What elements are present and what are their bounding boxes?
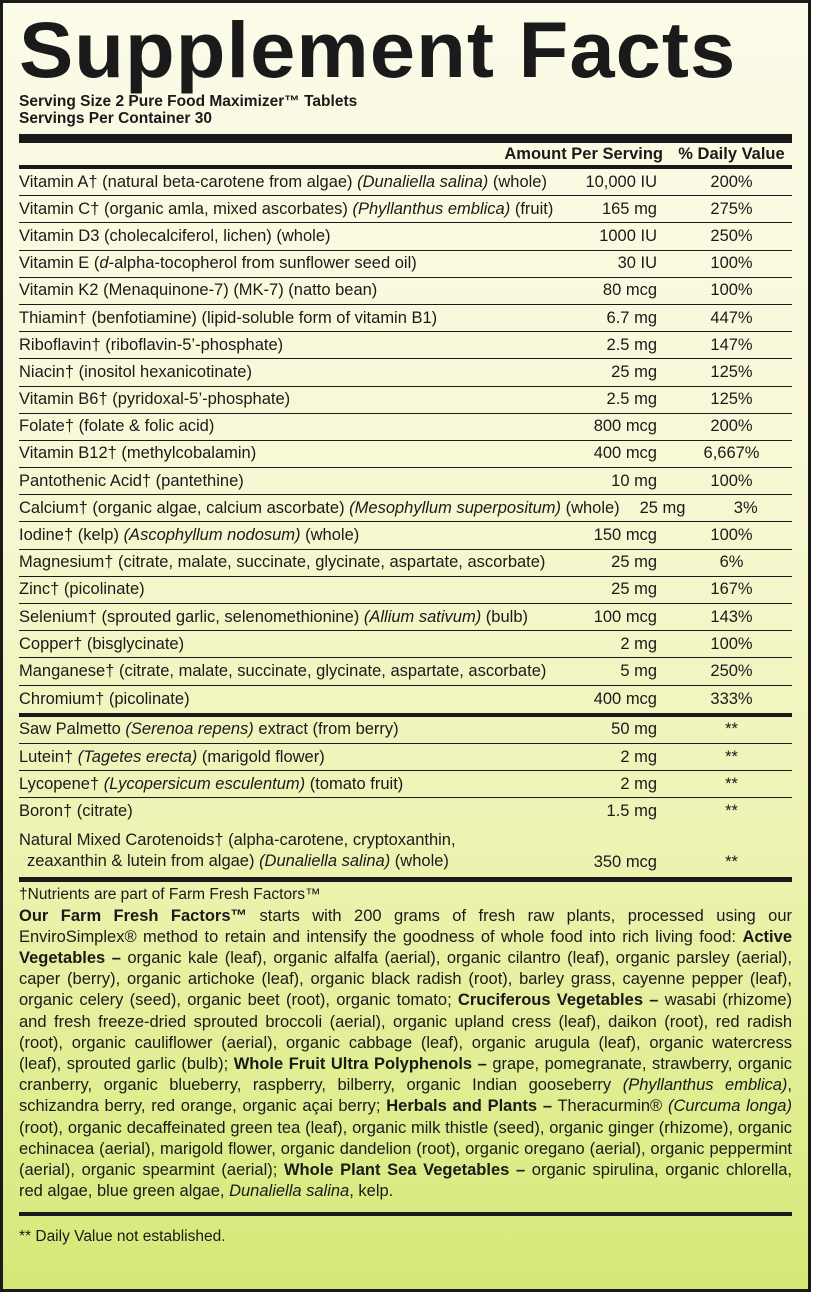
- nutrient-name: Magnesium† (citrate, malate, succinate, glycinate, aspartate, ascorbate): [19, 553, 546, 572]
- nutrient-daily-value: **: [725, 852, 738, 871]
- nutrient-row: [19, 332, 792, 359]
- nutrient-amount: 150 mcg: [593, 526, 657, 545]
- nutrient-daily-value: 167%: [710, 580, 753, 599]
- nutrient-amount: 100 mcg: [593, 607, 657, 626]
- nutrient-daily-value: 250%: [710, 661, 753, 680]
- nutrient-daily-value: 143%: [710, 607, 753, 626]
- carotenoids-row: [19, 826, 792, 878]
- nutrient-name: Vitamin D3 (cholecalciferol, lichen) (whole): [19, 226, 331, 245]
- nutrient-name: Vitamin C† (organic amla, mixed ascorbates) (Phyllanthus emblica) (fruit): [19, 199, 554, 218]
- nutrient-row: [19, 305, 792, 332]
- nutrient-row: [19, 468, 792, 495]
- nutrient-amount: 2.5 mg: [606, 390, 657, 409]
- nutrient-name: Zinc† (picolinate): [19, 580, 145, 599]
- nutrient-name: Vitamin B12† (methylcobalamin): [19, 444, 257, 463]
- nutrient-amount: 400 mcg: [593, 444, 657, 463]
- amount-per-serving-header: Amount Per Serving: [504, 144, 663, 163]
- nutrient-amount: 1.5 mg: [606, 802, 657, 821]
- nutrient-name: Chromium† (picolinate): [19, 689, 190, 708]
- daily-value-header: % Daily Value: [678, 144, 785, 163]
- ingredients-paragraph: Our Farm Fresh Factors™ starts with 200 grams of fresh raw plants, processed using our EnviroSimplex® method to retain and intensify the goodness of whole food into rich living food: Active Vegetables – organic kale (leaf), organic alfalfa (aerial), organic cilantro (leaf), organic parsley (aerial), caper (berry), organic artichoke (leaf), organic black radish (root), barley grass, cayenne pepper (leaf), organic celery (seed), organic beet (root), organic tomato; Cruciferous Vegetables – wasabi (rhizome) and fresh freeze-dried sprouted broccoli (aerial), organic upland cress (leaf), daikon (root), red radish (root), organic cauliflower (aerial), organic cabbage (leaf), organic arugula (leaf), organic watercress (leaf), sprouted garlic (bulb); Whole Fruit Ultra Polyphenols – grape, pomegranate, strawberry, organic cranberry, organic blueberry, raspberry, bilberry, organic Indian gooseberry (Phyllanthus emblica), schizandra berry, red orange, organic açai berry; Herbals and Plants – Theracurmin® (Curcuma longa) (root), organic decaffeinated green tea (leaf), organic milk thistle (seed), organic ginger (rhizome), organic echinacea (aerial), marigold flower, organic dandelion (root), organic oregano (aerial), organic peppermint (aerial), organic spearmint (aerial); Whole Plant Sea Vegetables – organic spirulina, organic chlorella, red algae, blue green algae, Dunaliella salina, kelp.: [19, 906, 792, 1201]
- nutrient-amount: 800 mcg: [593, 417, 657, 436]
- nutrient-row: [19, 604, 792, 631]
- nutrient-name: Natural Mixed Carotenoids† (alpha-carotene, cryptoxanthin, zeaxanthin & lutein from algae) (Dunaliella salina) (whole): [19, 830, 456, 870]
- nutrient-row: [19, 196, 792, 223]
- nutrient-name: Saw Palmetto (Serenoa repens) extract (from berry): [19, 720, 399, 739]
- servings-per-container: Servings Per Container 30: [19, 110, 212, 127]
- nutrient-name: Vitamin E (d-alpha-tocopherol from sunflower seed oil): [19, 254, 417, 273]
- nutrient-amount: 350 mcg: [593, 852, 657, 871]
- nutrient-row: [19, 771, 792, 798]
- nutrient-daily-value: 100%: [710, 634, 753, 653]
- nutrient-daily-value: **: [725, 747, 738, 766]
- nutrient-row: [19, 798, 792, 825]
- nutrient-row: [19, 717, 792, 744]
- nutrient-name: Lutein† (Tagetes erecta) (marigold flower): [19, 747, 325, 766]
- nutrient-list: [19, 169, 792, 713]
- nutrient-row: [19, 251, 792, 278]
- nutrient-row: [19, 441, 792, 468]
- nutrient-amount: 25 mg: [611, 580, 657, 599]
- nutrient-name: Boron† (citrate): [19, 802, 133, 821]
- nutrient-name: Calcium† (organic algae, calcium ascorbate) (Mesophyllum superpositum) (whole): [19, 498, 620, 517]
- nutrient-daily-value: **: [725, 802, 738, 821]
- nutrient-daily-value: **: [725, 774, 738, 793]
- nutrient-row: [19, 686, 792, 713]
- nutrient-row: [19, 169, 792, 196]
- nutrient-name: Niacin† (inositol hexanicotinate): [19, 362, 252, 381]
- nutrient-daily-value: 125%: [710, 390, 753, 409]
- nutrient-amount: 25 mg: [611, 553, 657, 572]
- nutrient-daily-value: 3%: [733, 498, 758, 517]
- nutrient-amount: 165 mg: [601, 199, 657, 218]
- nutrient-daily-value: 333%: [710, 689, 753, 708]
- nutrient-name: Thiamin† (benfotiamine) (lipid-soluble form of vitamin B1): [19, 308, 438, 327]
- dagger-note: †Nutrients are part of Farm Fresh Factors™: [19, 885, 321, 903]
- nutrient-row: [19, 631, 792, 658]
- nutrient-daily-value: 6%: [719, 553, 744, 572]
- nutrient-row: [19, 522, 792, 549]
- nutrient-daily-value: 200%: [710, 417, 753, 436]
- nutrient-row: [19, 495, 792, 522]
- nutrient-row: [19, 359, 792, 386]
- nutrient-daily-value: 100%: [710, 281, 753, 300]
- nutrient-amount: 2 mg: [620, 747, 657, 766]
- nutrient-name: Selenium† (sprouted garlic, selenomethionine) (Allium sativum) (bulb): [19, 607, 528, 626]
- nutrient-amount: 2 mg: [620, 774, 657, 793]
- nutrient-name: Vitamin A† (natural beta-carotene from algae) (Dunaliella salina) (whole): [19, 172, 547, 191]
- nutrient-daily-value: 200%: [710, 172, 753, 191]
- nutrient-row: [19, 414, 792, 441]
- nutrient-daily-value: 147%: [710, 335, 753, 354]
- nutrient-name: Lycopene† (Lycopersicum esculentum) (tomato fruit): [19, 774, 404, 793]
- nutrient-name: Iodine† (kelp) (Ascophyllum nodosum) (whole): [19, 526, 360, 545]
- nutrient-daily-value: 100%: [710, 254, 753, 273]
- nutrient-daily-value: 250%: [710, 226, 753, 245]
- nutrient-row: [19, 223, 792, 250]
- nutrient-amount: 10 mg: [611, 471, 657, 490]
- nutrient-name: Manganese† (citrate, malate, succinate, glycinate, aspartate, ascorbate): [19, 661, 547, 680]
- nutrient-daily-value: 100%: [710, 526, 753, 545]
- nutrient-name: Folate† (folate & folic acid): [19, 417, 215, 436]
- nutrient-amount: 6.7 mg: [606, 308, 657, 327]
- nutrient-daily-value: **: [725, 720, 738, 739]
- nutrient-amount: 2 mg: [620, 634, 657, 653]
- serving-size: Serving Size 2 Pure Food Maximizer™ Tablets: [19, 93, 358, 110]
- nutrient-row: [19, 577, 792, 604]
- nutrient-row: [19, 550, 792, 577]
- nutrient-amount: 10,000 IU: [585, 172, 657, 191]
- nutrient-amount: 1000 IU: [599, 226, 657, 245]
- nutrient-daily-value: 125%: [710, 362, 753, 381]
- nutrient-name: Vitamin K2 (Menaquinone-7) (MK-7) (natto bean): [19, 281, 378, 300]
- nutrient-amount: 50 mg: [611, 720, 657, 739]
- table-header: [19, 143, 792, 169]
- nutrient-amount: 5 mg: [620, 661, 657, 680]
- nutrient-row: [19, 278, 792, 305]
- nutrient-amount: 400 mcg: [593, 689, 657, 708]
- panel-title: Supplement Facts: [19, 5, 737, 94]
- nutrient-amount: 30 IU: [617, 254, 657, 273]
- nutrient-row: [19, 744, 792, 771]
- nutrient-daily-value: 100%: [710, 471, 753, 490]
- nutrient-amount: 80 mcg: [602, 281, 657, 300]
- nutrient-name: Riboflavin† (riboflavin-5’-phosphate): [19, 335, 284, 354]
- nutrient-name: Pantothenic Acid† (pantethine): [19, 471, 244, 490]
- nutrient-row: [19, 387, 792, 414]
- nutrient-amount: 25 mg: [639, 498, 686, 517]
- nutrient-daily-value: 447%: [710, 308, 753, 327]
- nutrient-name: Vitamin B6† (pyridoxal-5’-phosphate): [19, 390, 291, 409]
- footnote: ** Daily Value not established.: [19, 1228, 226, 1246]
- nutrient-row: [19, 658, 792, 685]
- nutrient-name: Copper† (bisglycinate): [19, 634, 185, 653]
- nutrient-amount: 2.5 mg: [606, 335, 657, 354]
- nutrient-daily-value: 6,667%: [703, 444, 760, 463]
- thick-divider: [19, 134, 792, 143]
- nutrient-amount: 25 mg: [611, 362, 657, 381]
- nutrient-daily-value: 275%: [710, 199, 753, 218]
- other-ingredient-list: [19, 717, 792, 826]
